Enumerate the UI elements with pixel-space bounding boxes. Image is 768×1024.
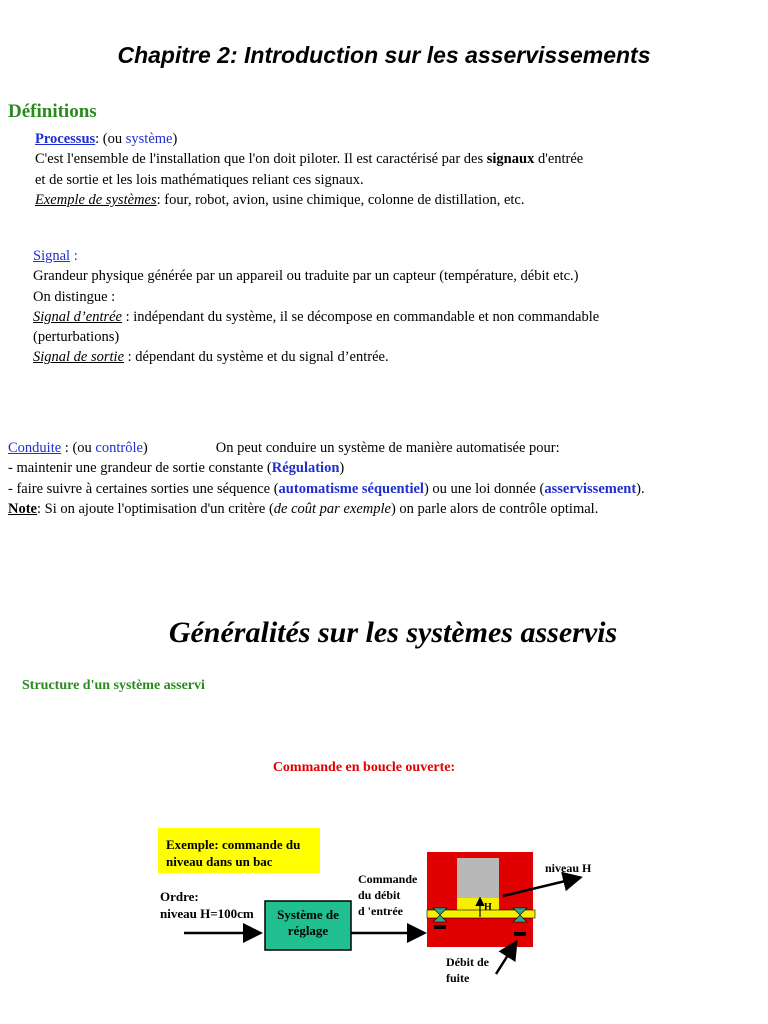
signal-sortie-label: Signal de sortie — [33, 349, 125, 366]
signal-text-line2: On distingue : — [33, 288, 116, 305]
item2-text-a: - faire suivre à certaines sorties une séquence ( — [8, 480, 279, 497]
conduite-note — [8, 499, 645, 519]
conduite-close: ) — [142, 440, 148, 456]
processus-text-a: C'est l'ensemble de l'installation que l'on doit piloter. Il est caractérisé par des — [35, 151, 487, 168]
note-label: Note — [8, 500, 37, 517]
conduite-sep: : (ou — [61, 440, 96, 456]
processus-text-line2: et de sortie et les lois mathématiques reliant ces signaux. — [35, 171, 364, 188]
asservissement-term: asservissement — [544, 480, 637, 497]
signal-text-line1: Grandeur physique générée par un appareil ou traduite par un capteur (température, débit etc.) — [33, 268, 579, 285]
processus-line — [35, 129, 583, 149]
signal-entree — [33, 307, 599, 327]
example-label: Exemple de systèmes — [35, 191, 157, 208]
regulation-term: Régulation — [271, 460, 340, 477]
item2-text-b: ) ou une loi donnée ( — [423, 480, 545, 497]
example-line2: niveau dans un bac — [166, 854, 273, 869]
tank-liquid — [457, 898, 499, 910]
signal-entree-label: Signal d’entrée — [33, 308, 122, 325]
automatisme-term: automatisme séquentiel — [278, 480, 424, 497]
conduite-line — [8, 438, 645, 458]
note-text-a: : Si on ajoute l'optimisation d'un critère ( — [37, 500, 274, 517]
example-line1: Exemple: commande du — [166, 837, 301, 852]
commande-line1: Commande — [358, 872, 418, 886]
ordre-line2: niveau H=100cm — [160, 906, 254, 921]
niveau-label: niveau H — [545, 861, 592, 875]
item1-text-b: ) — [339, 460, 345, 477]
note-italic: de coût par exemple — [273, 500, 391, 517]
signal-definition — [33, 246, 599, 368]
signal-line — [33, 246, 599, 266]
structure-subtitle: Structure d'un système asservi — [22, 678, 205, 693]
signal-term: Signal — [33, 248, 71, 264]
section-title: Généralités sur les systèmes asservis — [168, 616, 618, 649]
ordre-line1: Ordre: — [160, 889, 199, 904]
signal-entree-text: : indépendant du système, il se décompose en commandable et non commandable — [122, 308, 600, 325]
processus-example — [35, 190, 583, 210]
processus-close: ) — [172, 131, 178, 147]
definitions-heading: Définitions — [8, 101, 97, 122]
example-text: : four, robot, avion, usine chimique, colonne de distillation, etc. — [156, 191, 525, 208]
page-title: Chapitre 2: Introduction sur les asservissements — [117, 42, 651, 68]
note-text-b: ) on parle alors de contrôle optimal. — [390, 500, 599, 517]
conduite-term: Conduite — [8, 440, 62, 456]
conduite-intro: On peut conduire un système de manière automatisée pour: — [215, 440, 560, 456]
signal-entree-cont: (perturbations) — [33, 329, 120, 346]
processus-text-line1 — [35, 149, 583, 169]
conduite-alt-term: contrôle — [95, 440, 143, 456]
conduite-item2 — [8, 479, 645, 499]
processus-alt-term: système — [125, 131, 173, 147]
processus-signaux: signaux — [486, 151, 535, 168]
tank-empty-space — [457, 858, 499, 898]
item1-text-a: - maintenir une grandeur de sortie constante ( — [8, 460, 272, 477]
open-loop-diagram — [0, 820, 768, 1024]
signal-sep: : — [70, 248, 78, 264]
processus-text-b: d'entrée — [534, 151, 584, 168]
processus-term: Processus — [35, 131, 96, 147]
commande-line2: du débit — [358, 888, 401, 902]
conduite-definition — [8, 438, 645, 519]
signal-sortie — [33, 347, 599, 367]
processus-definition — [35, 129, 583, 210]
system-line2: réglage — [287, 923, 329, 938]
fuite-arrow — [496, 944, 515, 974]
fuite-line1: Débit de — [446, 955, 489, 969]
processus-sep: : (ou — [95, 131, 126, 147]
open-loop-title: Commande en boucle ouverte: — [272, 760, 456, 775]
fuite-line2: fuite — [446, 971, 470, 985]
system-line1: Système de — [277, 907, 339, 922]
commande-line3: d 'entrée — [358, 904, 403, 918]
signal-sortie-text: : dépendant du système et du signal d’entrée. — [124, 349, 389, 366]
h-label: H — [484, 902, 492, 913]
item2-text-c: ). — [636, 480, 645, 497]
conduite-item1 — [8, 458, 645, 478]
